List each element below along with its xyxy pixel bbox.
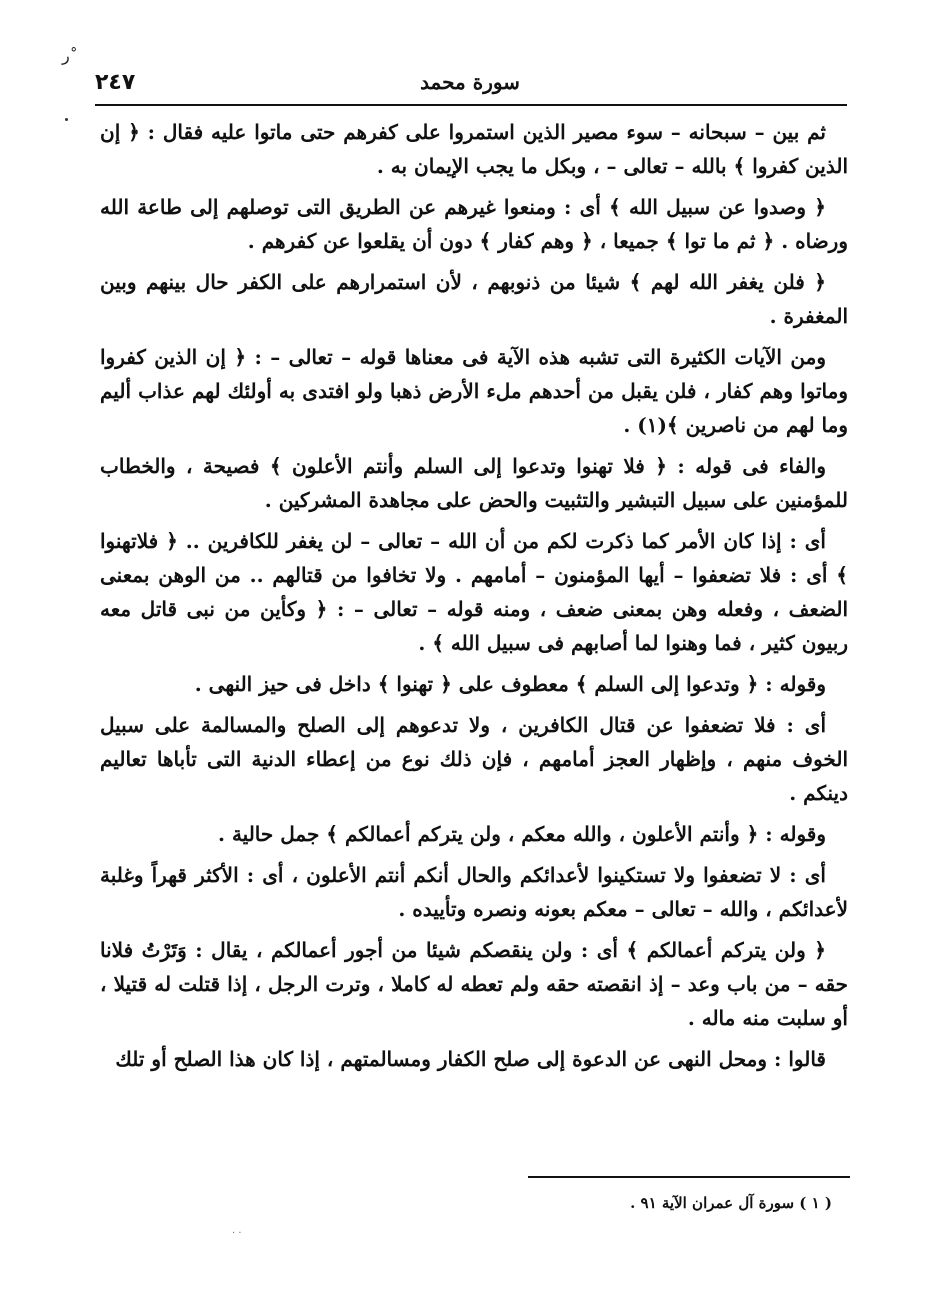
paragraph: أى : لا تضعفوا ولا تستكينوا لأعدائكم والحال أنكم أنتم الأعلون ، أى : الأكثر قهراً وغلبة لأعدائكم ، والله – تعالى – معكم بعونه ونصره وتأييده . (100, 863, 848, 921)
paragraph: وقوله : ﴿ وأنتم الأعلون ، والله معكم ، ولن يتركم أعمالكم ﴾ جمل حالية . (218, 822, 826, 846)
page-number: ٢٤٧ (95, 70, 136, 95)
paragraph: ثم بين – سبحانه – سوء مصير الذين استمروا على كفرهم حتى ماتوا عليه فقال : ﴿ إن الذين كفروا ﴾ بالله – تعالى – ، وبكل ما يجب الإيمان به . (100, 120, 848, 178)
paragraph: قالوا : ومحل النهى عن الدعوة إلى صلح الكفار ومسالمتهم ، إذا كان هذا الصلح أو تلك (115, 1047, 826, 1071)
paragraph: ﴿ وصدوا عن سبيل الله ﴾ أى : ومنعوا غيرهم عن الطريق التى توصلهم إلى طاعة الله ورضاه . ﴿ ثم ما توا ﴾ جميعا ، ﴿ وهم كفار ﴾ دون أن يقلعوا عن كفرهم . (100, 195, 848, 253)
paragraph: ﴿ فلن يغفر الله لهم ﴾ شيئا من ذنوبهم ، لأن استمرارهم على الكفر حال بينهم وبين المغفرة . (100, 270, 848, 328)
scan-speck: · · (232, 1228, 242, 1239)
paragraph: وقوله : ﴿ وتدعوا إلى السلم ﴾ معطوف على ﴿ تهنوا ﴾ داخل فى حيز النهى . (194, 672, 826, 696)
header-rule (95, 104, 847, 106)
running-title: سورة محمد (420, 70, 520, 94)
page-header (95, 70, 845, 104)
page-corner-mark: ﺭ˚ (62, 46, 78, 65)
paragraph: أى : فلا تضعفوا عن قتال الكافرين ، ولا تدعوهم إلى الصلح والمسالمة على سبيل الخوف منهم ، وإظهار العجز أمامهم ، فإن ذلك نوع من إعطاء الدنية التى تأباها تعاليم دينكم . (100, 713, 848, 805)
paragraph: والفاء فى قوله : ﴿ فلا تهنوا وتدعوا إلى السلم وأنتم الأعلون ﴾ فصيحة ، والخطاب للمؤمنين على سبيل التبشير والتثبيت والحض على مجاهدة المشركين . (100, 454, 848, 512)
paragraph: أى : إذا كان الأمر كما ذكرت لكم من أن الله – تعالى – لن يغفر للكافرين .. ﴿ فلاتهنوا ﴾ أى : فلا تضعفوا – أيها المؤمنون – أمامهم . ولا تخافوا من قتالهم .. من الوهن بمعنى الضعف ، وفعله وهن بمعنى ضعف ، ومنه قوله – تعالى – : ﴿ وكأين من نبى قاتل معه ربيون كثير ، فما وهنوا لما أصابهم فى سبيل الله ﴾ . (100, 529, 848, 655)
main-text (100, 115, 848, 1083)
footnote-rule (528, 1176, 850, 1178)
margin-dot (65, 118, 68, 121)
footnote: ( ١ ) سورة آل عمران الآية ٩١ . (630, 1194, 832, 1212)
paragraph: ومن الآيات الكثيرة التى تشبه هذه الآية فى معناها قوله – تعالى – : ﴿ إن الذين كفروا وماتوا وهم كفار ، فلن يقبل من أحدهم ملء الأرض ذهبا ولو افتدى به أولئك لهم عذاب أليم وما لهم من ناصرين ﴾(١) . (100, 345, 848, 437)
paragraph: ﴿ ولن يتركم أعمالكم ﴾ أى : ولن ينقصكم شيئا من أجور أعمالكم ، يقال : وَتَرْتُ فلانا حقه – من باب وعد – إذ انقصته حقه ولم تعطه له كاملا ، وترت الرجل ، إذا قتلت له قتيلا ، أو سلبت منه ماله . (100, 938, 848, 1030)
